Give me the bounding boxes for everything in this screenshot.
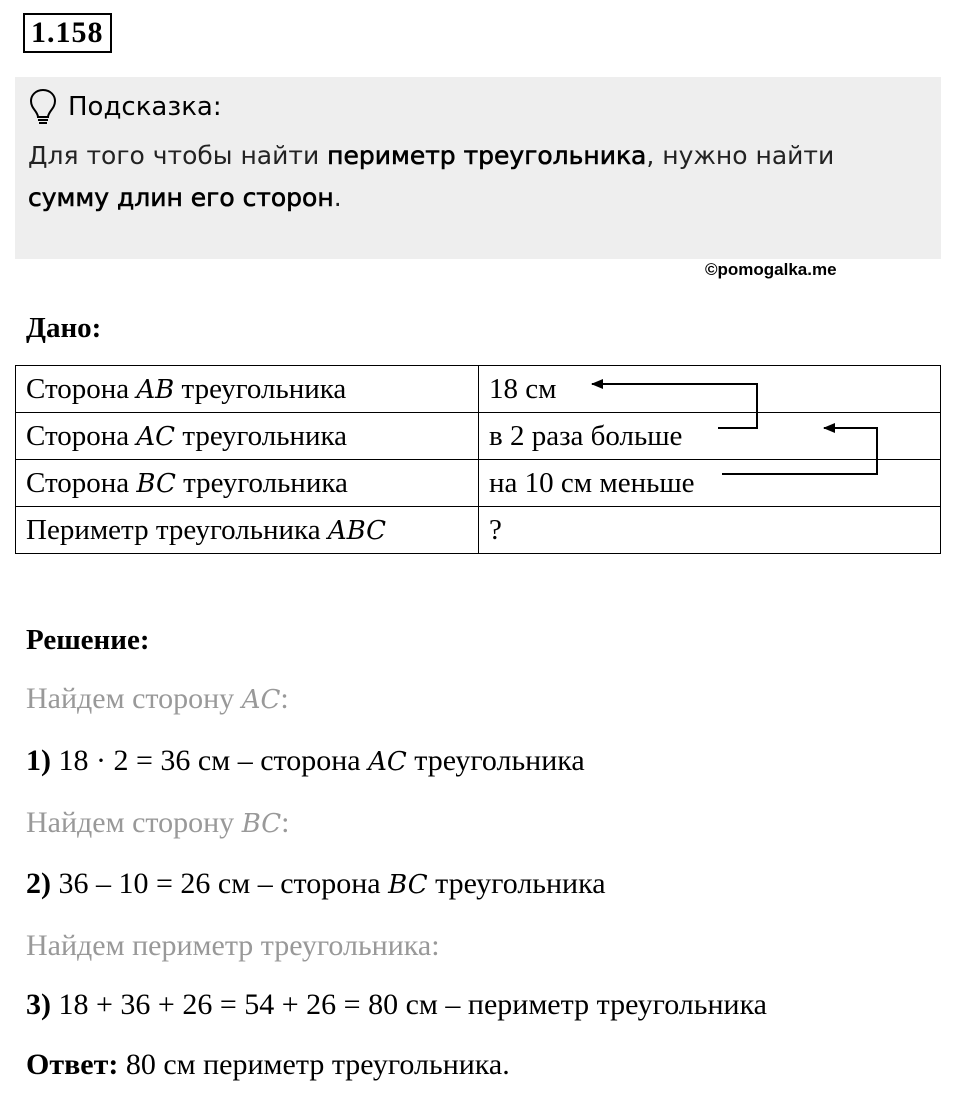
hint-text [28,135,928,219]
given-label: Дано: [26,312,102,344]
given-row-label: Сторона AB треугольника [16,366,479,413]
given-row-value: ? [479,507,941,554]
given-row-label: Периметр треугольника ABC [16,507,479,554]
step2-line: 2) 36 – 10 = 26 см – сторона BC треугольника [26,867,606,900]
step1-intro: Найдем сторону AC: [26,682,289,715]
table-row [16,413,941,460]
step3-intro: Найдем периметр треугольника: [26,929,440,962]
given-row-value: в 2 раза больше [479,413,941,460]
hint-bold-perimeter: периметр треугольника [327,141,647,170]
answer-line: Ответ: 80 см периметр треугольника. [26,1048,510,1081]
given-row-value: на 10 см меньше [479,460,941,507]
solution-label: Решение: [26,624,150,656]
hint-text-part: . [333,183,342,212]
task-number: 1.158 [23,13,112,53]
hint-title [28,88,222,126]
lightbulb-icon [28,88,58,126]
hint-text-part: , нужно найти [646,141,835,170]
given-table [15,365,941,554]
step2-intro: Найдем сторону BC: [26,806,290,839]
hint-bold-sum: сумму длин его сторон [28,183,334,212]
given-row-label: Сторона AC треугольника [16,413,479,460]
table-row [16,507,941,554]
hint-title-text: Подсказка: [68,92,222,122]
given-row-label: Сторона BC треугольника [16,460,479,507]
table-row [16,366,941,413]
copyright-watermark: ©pomogalka.me [705,260,837,279]
step3-line: 3) 18 + 36 + 26 = 54 + 26 = 80 см – периметр треугольника [26,988,768,1021]
hint-text-part: Для того чтобы найти [28,141,328,170]
step1-line: 1) 18 · 2 = 36 см – сторона AC треугольника [26,744,585,777]
given-row-value: 18 см [479,366,941,413]
table-row [16,460,941,507]
